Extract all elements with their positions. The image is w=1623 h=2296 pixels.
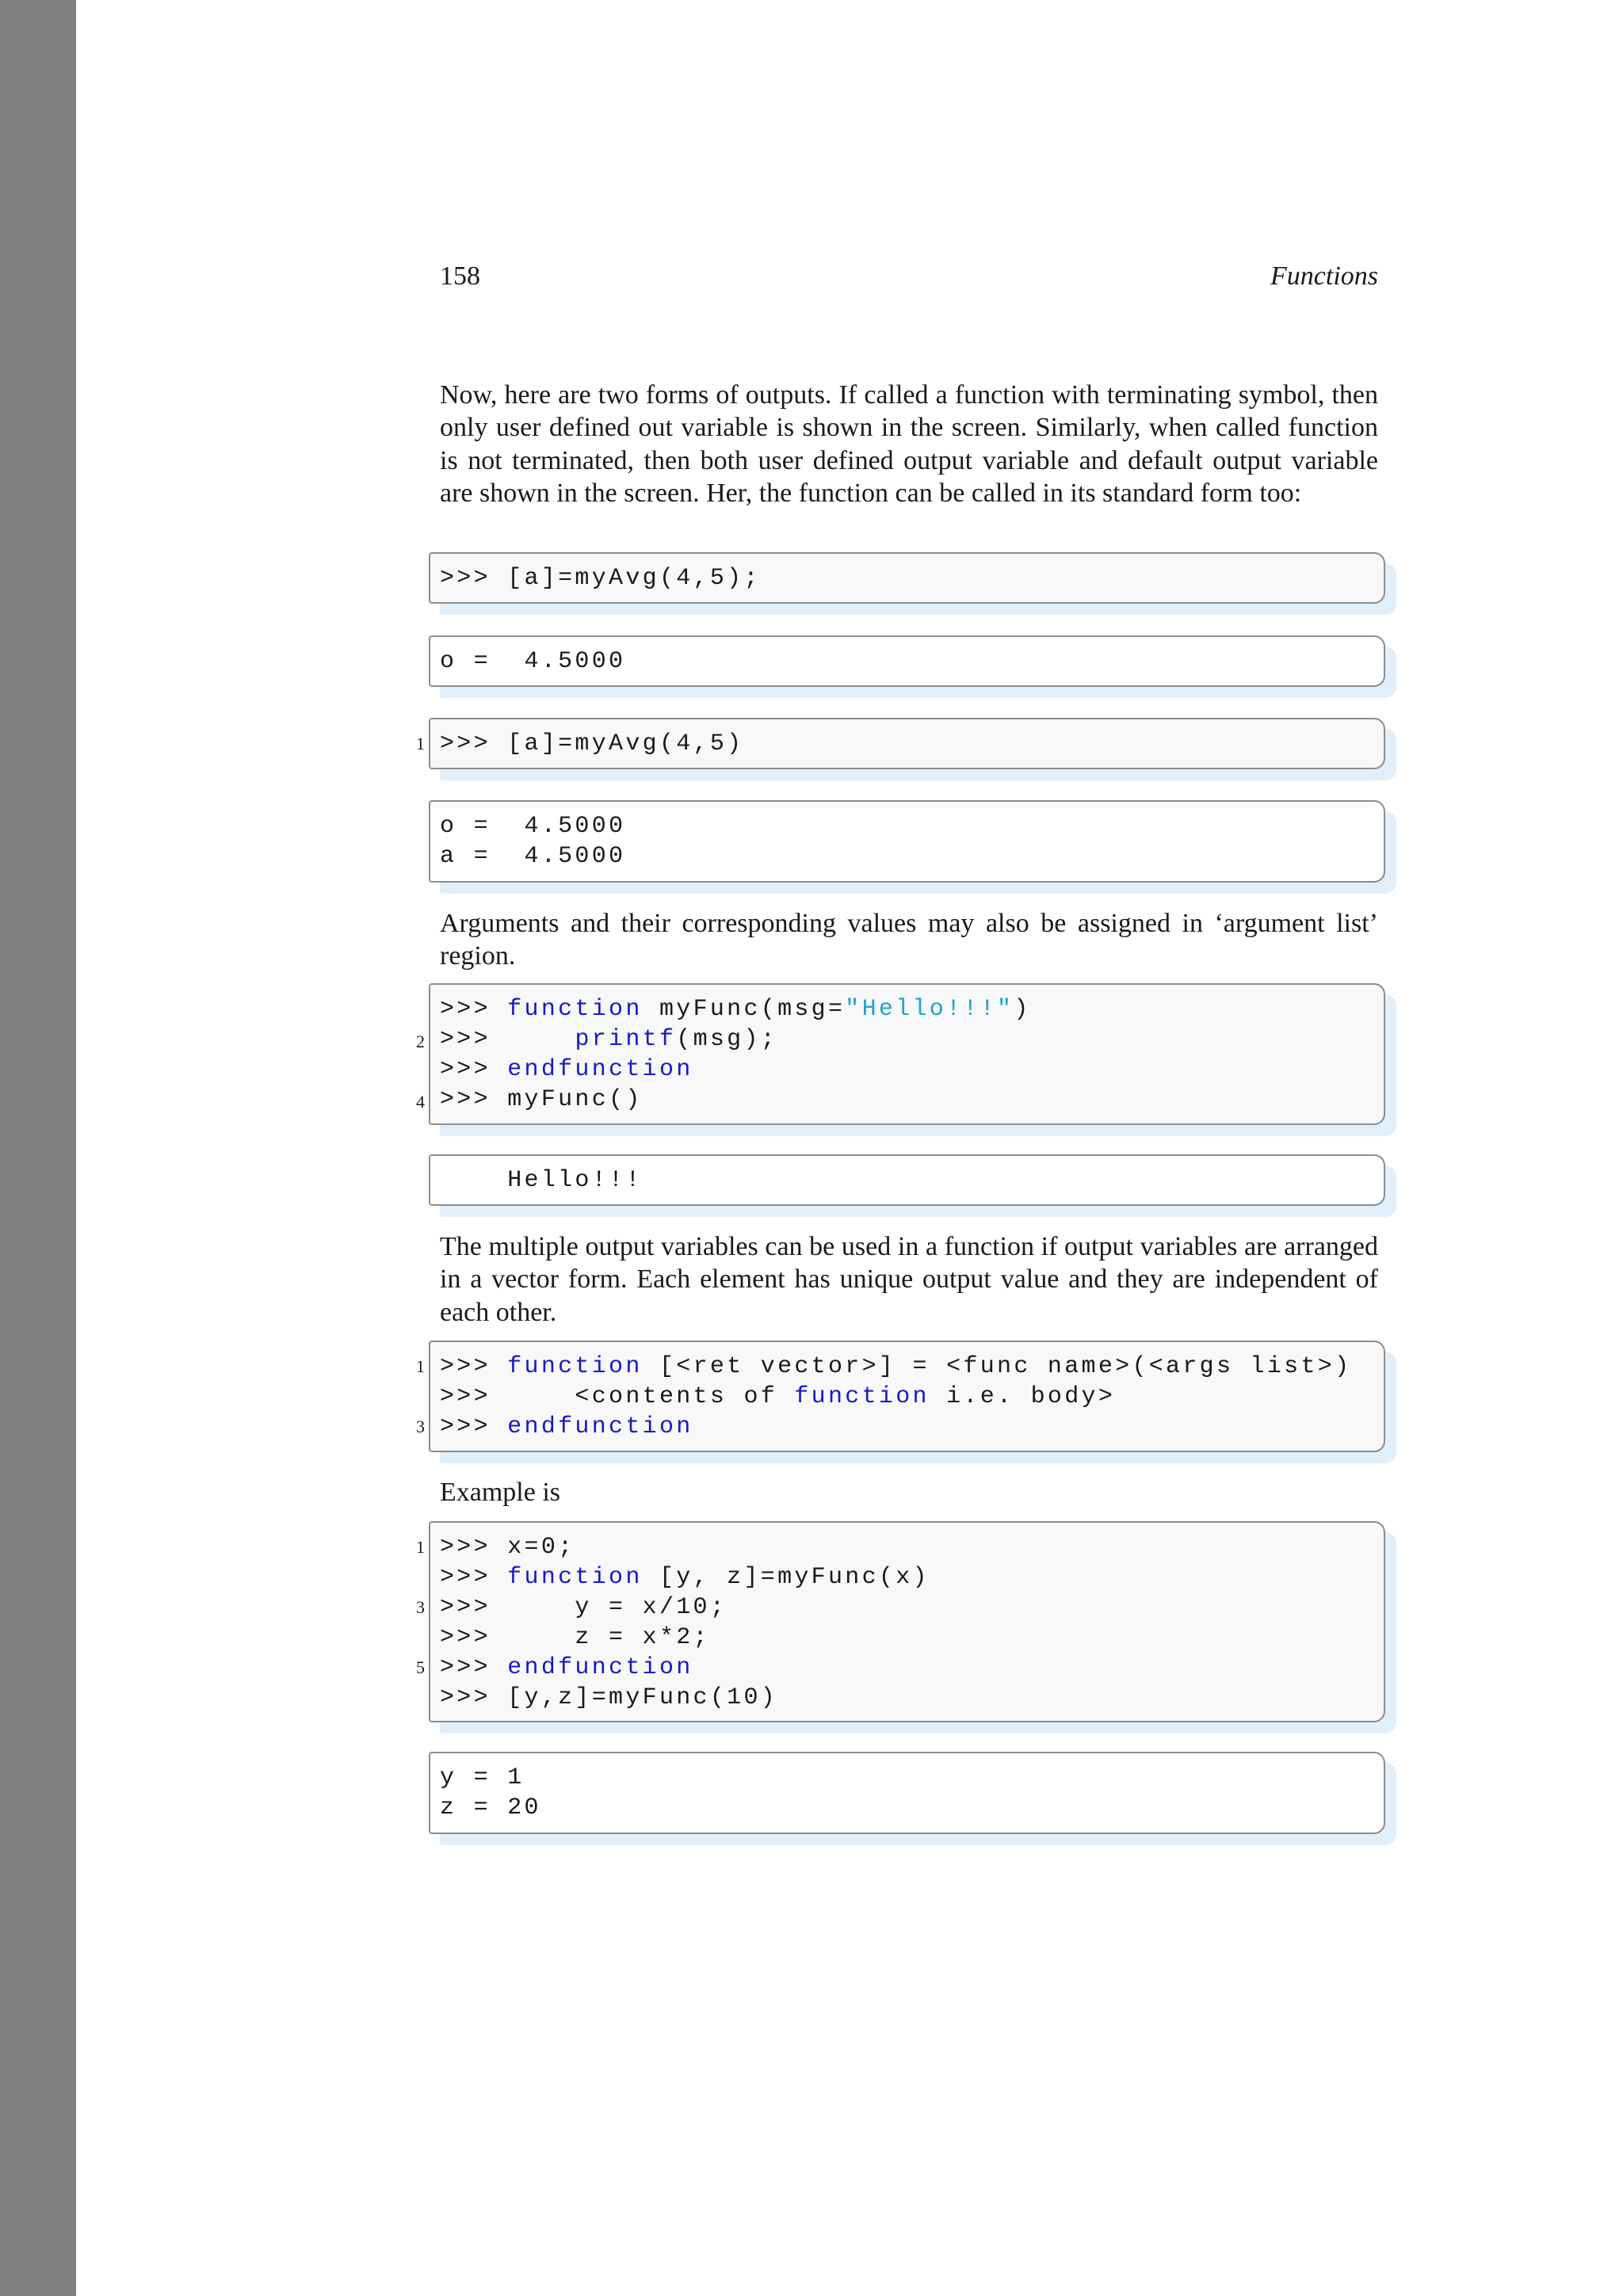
keyword-token: printf <box>575 1026 677 1053</box>
code-token: >>> <box>440 1353 508 1380</box>
code-block-unterminated-call <box>429 718 1385 769</box>
line-number: 5 <box>416 1657 425 1677</box>
keyword-token: endfunction <box>507 1056 693 1083</box>
code-token: [<ret vector>] = <func name>(<args list>) <box>642 1353 1352 1380</box>
paragraph-multiple-outputs: The multiple output variables can be used in a function if output variables are arranged in a vector form. Each element has unique output value and they are independent of each other. <box>440 1232 1378 1327</box>
line-number: 2 <box>416 1032 425 1051</box>
keyword-token: function <box>507 1564 643 1591</box>
output-line: Hello!!! <box>440 1167 643 1194</box>
line-number: 1 <box>416 1356 425 1376</box>
page-number: 158 <box>440 261 480 291</box>
code-line <box>440 1653 693 1683</box>
page-margin-bar <box>0 0 76 2296</box>
code-line <box>440 1562 930 1592</box>
line-number: 3 <box>416 1597 425 1617</box>
code-line <box>440 994 1031 1024</box>
code-line <box>440 1055 693 1085</box>
code-block-function-syntax <box>429 1341 1385 1452</box>
string-token: "Hello!!!" <box>845 996 1014 1023</box>
code-token: >>> <box>440 1413 508 1440</box>
code-line: >>> [a]=myAvg(4,5) <box>440 730 744 757</box>
code-block-terminated-call <box>429 552 1385 604</box>
code-token: [y, z]=myFunc(x) <box>642 1564 930 1591</box>
output-block-terminated <box>429 635 1385 687</box>
keyword-token: function <box>507 1353 643 1380</box>
code-token: >>> <contents of <box>440 1383 795 1410</box>
code-block-default-argument <box>429 983 1385 1125</box>
code-token: >>> <box>440 1564 508 1591</box>
output-line: o = 4.5000 <box>440 813 626 840</box>
output-block-example <box>429 1752 1385 1834</box>
output-line: y = 1 <box>440 1764 525 1791</box>
paragraph-output-forms: Now, here are two forms of outputs. If called a function with terminating symbol, then only user defined out variable is shown in the screen. Similarly, when called function is not terminated, then both user defined output variable and default output variable are shown in the screen. Her, the function can be called in its standard form too: <box>440 380 1378 508</box>
keyword-token: endfunction <box>507 1413 693 1440</box>
code-line: >>> y = x/10; <box>440 1594 727 1621</box>
line-number: 4 <box>416 1092 425 1112</box>
line-number: 1 <box>416 1537 425 1557</box>
code-line <box>440 1352 1351 1382</box>
line-number: 1 <box>416 734 425 753</box>
keyword-token: function <box>507 996 643 1023</box>
code-line: >>> myFunc() <box>440 1086 643 1113</box>
code-line: >>> z = x*2; <box>440 1624 710 1651</box>
keyword-token: endfunction <box>507 1654 693 1681</box>
code-line <box>440 1412 693 1442</box>
code-line: >>> x=0; <box>440 1534 575 1561</box>
output-line: o = 4.5000 <box>440 648 626 675</box>
output-line: z = 20 <box>440 1794 541 1821</box>
code-token: ) <box>1014 996 1031 1023</box>
running-title: Functions <box>1270 261 1378 291</box>
code-block-example <box>429 1521 1385 1722</box>
code-token: myFunc(msg= <box>642 996 846 1023</box>
code-token: (msg); <box>676 1026 778 1053</box>
page-header <box>440 261 1378 299</box>
code-token: >>> <box>440 1654 508 1681</box>
code-line: >>> [y,z]=myFunc(10) <box>440 1684 778 1711</box>
code-token: >>> <box>440 1056 508 1083</box>
code-line <box>440 1382 1115 1412</box>
code-line <box>440 1024 777 1055</box>
output-line: a = 4.5000 <box>440 843 626 870</box>
output-block-hello <box>429 1154 1385 1206</box>
output-block-unterminated <box>429 800 1385 883</box>
code-line: >>> [a]=myAvg(4,5); <box>440 565 761 592</box>
line-number: 3 <box>416 1417 425 1436</box>
paragraph-argument-list: Arguments and their corresponding values may also be assigned in ‘argument list’ region. <box>440 909 1378 971</box>
paragraph-example-is: Example is <box>440 1478 561 1507</box>
code-token: >>> <box>440 996 508 1023</box>
keyword-token: function <box>794 1383 930 1410</box>
code-token: >>> <box>440 1026 575 1053</box>
code-token: i.e. body> <box>929 1383 1116 1410</box>
